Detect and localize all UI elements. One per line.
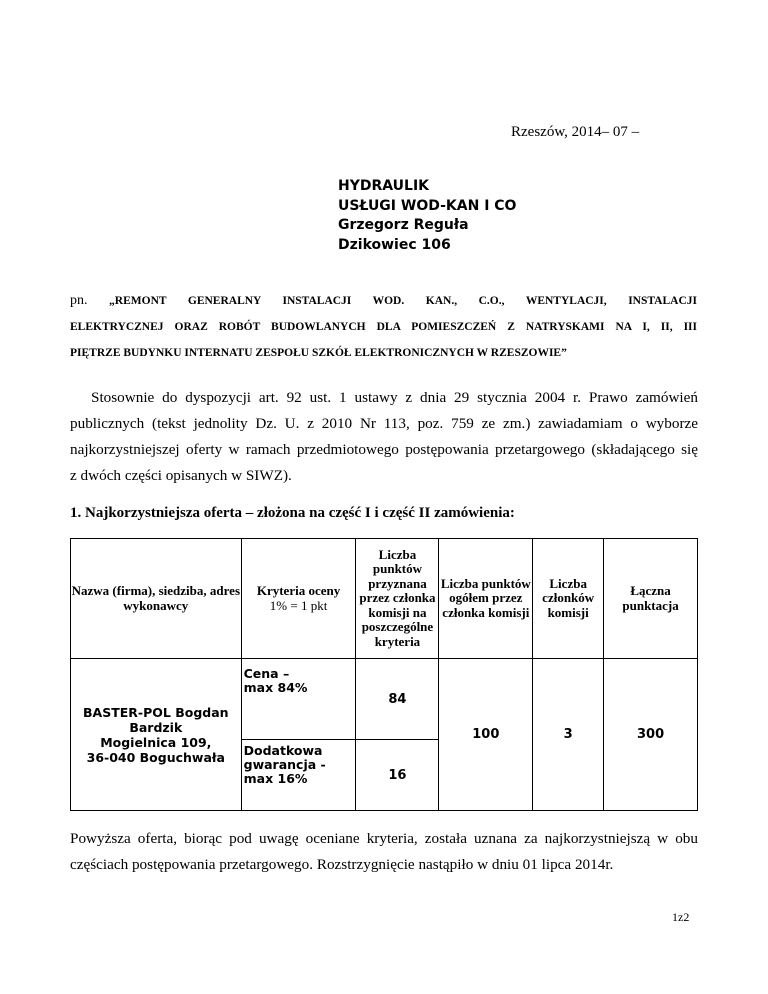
bidder-line-4: 36-040 Boguchwała xyxy=(86,749,225,765)
points-total-per-member: 100 xyxy=(439,659,533,811)
header-total-score: Łączna punktacja xyxy=(604,539,698,659)
header-criteria-main: Kryteria oceny xyxy=(256,583,341,598)
subject-text-3: PIĘTRZE BUDYNKU INTERNATU ZESPOŁU SZKÓŁ ELEKTRONICZNYCH W RZESZOWIE” xyxy=(70,347,567,359)
subject-prefix: pn. xyxy=(70,293,88,308)
recipient-line-3: Grzegorz Reguła xyxy=(338,217,469,233)
subject-line-3 xyxy=(70,340,697,366)
criterion-warranty-points: 16 xyxy=(356,740,439,811)
recipient-line-4: Dzikowiec 106 xyxy=(338,236,451,253)
total-score: 300 xyxy=(604,659,698,811)
intro-line-1: Stosownie do dyspozycji art. 92 ust. 1 ustawy z dnia 29 stycznia 2004 r. Prawo zamówień xyxy=(91,389,698,406)
section-heading: 1. Najkorzystniejsza oferta – złożona na część I i część II zamówienia: xyxy=(70,505,515,521)
tender-subject xyxy=(70,288,697,366)
criterion-warranty xyxy=(241,740,356,811)
subject-line-2 xyxy=(70,314,697,340)
bidder-line-1: BASTER-POL Bogdan xyxy=(83,704,229,720)
recipient-address xyxy=(338,177,516,255)
closing-line-1: Powyższa oferta, biorąc pod uwagę oceniane kryteria, została uznana za najkorzystniejszą w obu xyxy=(70,830,698,847)
criterion-warranty-line-2: gwarancja - xyxy=(243,757,326,772)
header-criteria xyxy=(241,539,356,659)
intro-line-4: z dwóch części opisanych w SIWZ). xyxy=(70,467,292,484)
subject-text-2: ELEKTRYCZNEJ ORAZ ROBÓT BUDOWLANYCH DLA POMIESZCZEŃ Z NATRYSKAMI NA I, II, III xyxy=(70,321,697,333)
bidder-cell xyxy=(71,659,242,811)
bidder-line-3: Mogielnica 109, xyxy=(100,734,212,750)
header-members-count: Liczba członków komisji xyxy=(533,539,604,659)
criterion-price-line-1: Cena – xyxy=(243,666,290,681)
header-points-per-criterion: Liczba punktów przyznana przez członka komisji na poszczególne kryteria xyxy=(356,539,439,659)
criterion-warranty-line-3: max 16% xyxy=(243,771,308,786)
closing-paragraph xyxy=(70,826,698,878)
results-table xyxy=(70,538,698,811)
header-bidder: Nazwa (firma), siedziba, adres wykonawcy xyxy=(71,539,242,659)
subject-line-1 xyxy=(70,288,697,314)
page-number: 1z2 xyxy=(672,910,690,924)
subject-text-1: „REMONT GENERALNY INSTALACJI WOD. KAN., C.O., WENTYLACJI, INSTALACJI xyxy=(109,295,697,307)
intro-line-3: najkorzystniejszej oferty w ramach przedmiotowego postępowania przetargowego (składającego się xyxy=(70,441,698,458)
recipient-line-2: USŁUGI WOD-KAN I CO xyxy=(338,197,517,214)
criterion-price-points: 84 xyxy=(356,659,439,740)
bidder-line-2: Bardzik xyxy=(129,719,183,735)
recipient-line-1: HYDRAULIK xyxy=(338,178,430,194)
criterion-warranty-line-1: Dodatkowa xyxy=(243,743,323,758)
criterion-price-line-2: max 84% xyxy=(243,680,308,695)
document-date: Rzeszów, 2014– 07 – xyxy=(511,124,640,140)
criterion-price xyxy=(241,659,356,740)
header-criteria-sub: 1% = 1 pkt xyxy=(269,597,328,613)
table-row xyxy=(71,659,698,740)
closing-line-2: częściach postępowania przetargowego. Rozstrzygnięcie nastąpiło w dniu 01 lipca 2014r. xyxy=(70,856,614,873)
intro-paragraph xyxy=(70,385,698,489)
intro-line-2: publicznych (tekst jednolity Dz. U. z 2010 Nr 113, poz. 759 ze zm.) zawiadamiam o wyborze xyxy=(70,415,698,432)
members-count: 3 xyxy=(533,659,604,811)
header-points-total-per-member: Liczba punktów ogółem przez członka komisji xyxy=(439,539,533,659)
table-header-row xyxy=(71,539,698,659)
